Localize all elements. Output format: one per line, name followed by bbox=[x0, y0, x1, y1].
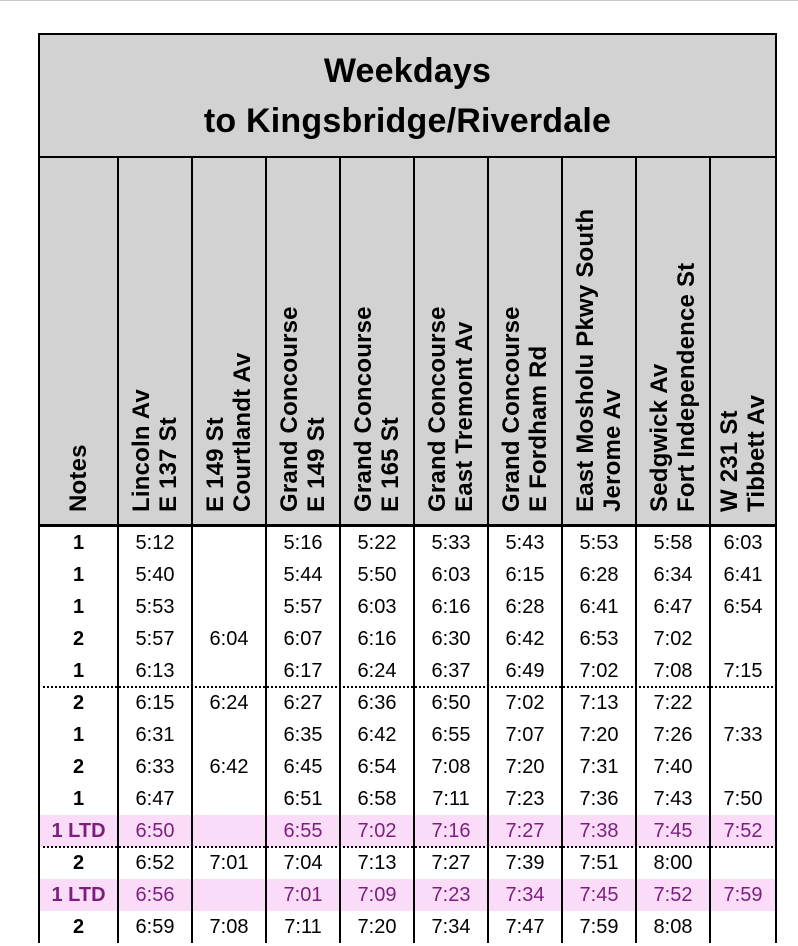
time-cell-east-mosholu-pkwy-south-jerome-av: 7:38 bbox=[563, 815, 637, 847]
column-header-label bbox=[424, 158, 478, 524]
table-title bbox=[40, 35, 775, 158]
time-cell-w-231-st-tibbett-av: 7:59 bbox=[723, 884, 763, 906]
time-cell-w-231-st-tibbett-av: 7:52 bbox=[723, 820, 763, 842]
column-header-grand-concourse-e-149-st bbox=[267, 158, 341, 524]
header-label-line: Grand Concourse bbox=[424, 306, 451, 512]
header-label-line: Fort Independence St bbox=[673, 262, 700, 512]
time-cell-lincoln-av-e-137-st: 6:33 bbox=[119, 751, 193, 783]
header-label-line: Grand Concourse bbox=[498, 306, 525, 512]
time-cell-sedgwick-av-fort-independence-st: 8:00 bbox=[637, 847, 711, 879]
column-header-label bbox=[276, 158, 330, 524]
time-cell-e-149-st-courtlandt-av: 7:08 bbox=[193, 911, 267, 943]
notes-cell: 1 bbox=[40, 591, 119, 623]
column-header-grand-concourse-east-tremont-av bbox=[415, 158, 489, 524]
schedule-row bbox=[40, 911, 775, 943]
time-cell-lincoln-av-e-137-st: 6:56 bbox=[119, 879, 193, 911]
time-cell-sedgwick-av-fort-independence-st: 7:22 bbox=[637, 687, 711, 719]
time-cell-grand-concourse-e-149-st: 6:35 bbox=[267, 719, 341, 751]
header-label-line: W 231 St bbox=[716, 410, 743, 512]
time-cell-w-231-st-tibbett-av: 6:54 bbox=[723, 596, 763, 618]
time-cell-sedgwick-av-fort-independence-st: 8:08 bbox=[637, 911, 711, 943]
time-cell-e-149-st-courtlandt-av: 7:01 bbox=[193, 847, 267, 879]
time-cell-grand-concourse-e-fordham-rd: 5:43 bbox=[489, 527, 563, 559]
time-cell-lincoln-av-e-137-st: 5:40 bbox=[119, 559, 193, 591]
column-header-e-149-st-courtlandt-av bbox=[193, 158, 267, 524]
time-cell-grand-concourse-e-fordham-rd: 6:28 bbox=[489, 591, 563, 623]
time-cell-w-231-st-tibbett-av: 6:41 bbox=[723, 564, 763, 586]
time-cell-east-mosholu-pkwy-south-jerome-av: 6:53 bbox=[563, 623, 637, 655]
time-cell-e-149-st-courtlandt-av bbox=[193, 815, 267, 847]
schedule-row-limited bbox=[40, 879, 775, 911]
time-cell-grand-concourse-east-tremont-av: 6:55 bbox=[415, 719, 489, 751]
weekday-timetable bbox=[38, 33, 777, 943]
notes-cell: 1 bbox=[40, 719, 119, 751]
column-header-grand-concourse-e-165-st bbox=[341, 158, 415, 524]
time-cell-east-mosholu-pkwy-south-jerome-av: 7:51 bbox=[563, 847, 637, 879]
header-label-line: E 149 St bbox=[202, 417, 229, 512]
time-cell-grand-concourse-e-165-st: 7:09 bbox=[341, 879, 415, 911]
time-cell-east-mosholu-pkwy-south-jerome-av: 5:53 bbox=[563, 527, 637, 559]
notes-cell: 1 bbox=[40, 783, 119, 815]
time-cell-e-149-st-courtlandt-av: 6:04 bbox=[193, 623, 267, 655]
time-cell-grand-concourse-e-165-st: 5:50 bbox=[341, 559, 415, 591]
time-cell-grand-concourse-east-tremont-av: 7:27 bbox=[415, 847, 489, 879]
schedule-row bbox=[40, 847, 775, 879]
schedule-row bbox=[40, 719, 775, 751]
time-cell-grand-concourse-east-tremont-av: 7:11 bbox=[415, 783, 489, 815]
schedule-row-limited bbox=[40, 815, 775, 847]
time-cell-grand-concourse-e-165-st: 6:24 bbox=[341, 655, 415, 687]
time-cell-lincoln-av-e-137-st: 6:13 bbox=[119, 655, 193, 687]
time-cell-east-mosholu-pkwy-south-jerome-av: 7:45 bbox=[563, 879, 637, 911]
time-cell-lincoln-av-e-137-st: 6:52 bbox=[119, 847, 193, 879]
time-cell-grand-concourse-e-149-st: 7:04 bbox=[267, 847, 341, 879]
time-cell-grand-concourse-east-tremont-av: 7:16 bbox=[415, 815, 489, 847]
time-cell-e-149-st-courtlandt-av: 6:42 bbox=[193, 751, 267, 783]
time-cell-e-149-st-courtlandt-av bbox=[193, 783, 267, 815]
column-header-label bbox=[716, 158, 770, 524]
time-cell-lincoln-av-e-137-st: 5:12 bbox=[119, 527, 193, 559]
time-cell-grand-concourse-e-fordham-rd: 7:07 bbox=[489, 719, 563, 751]
time-cell-grand-concourse-e-165-st: 7:02 bbox=[341, 815, 415, 847]
time-cell-e-149-st-courtlandt-av: 6:24 bbox=[193, 687, 267, 719]
time-cell-w-231-st-tibbett-av bbox=[711, 911, 775, 943]
column-header-east-mosholu-pkwy-south-jerome-av bbox=[563, 158, 637, 524]
header-label-line: E 165 St bbox=[377, 417, 404, 512]
time-cell-w-231-st-tibbett-av bbox=[711, 623, 775, 655]
time-cell-lincoln-av-e-137-st: 6:59 bbox=[119, 911, 193, 943]
time-cell-grand-concourse-e-149-st: 6:55 bbox=[267, 815, 341, 847]
time-cell-lincoln-av-e-137-st: 6:47 bbox=[119, 783, 193, 815]
time-cell-sedgwick-av-fort-independence-st: 6:47 bbox=[637, 591, 711, 623]
time-cell-grand-concourse-e-fordham-rd: 7:02 bbox=[489, 687, 563, 719]
header-label-line: Sedgwick Av bbox=[646, 363, 673, 512]
time-cell-east-mosholu-pkwy-south-jerome-av: 7:31 bbox=[563, 751, 637, 783]
column-header-lincoln-av-e-137-st bbox=[119, 158, 193, 524]
time-cell-grand-concourse-e-165-st: 6:58 bbox=[341, 783, 415, 815]
header-label-line: Tibbett Av bbox=[743, 394, 770, 512]
header-label-line: Notes bbox=[65, 444, 92, 512]
column-header-sedgwick-av-fort-independence-st bbox=[637, 158, 711, 524]
time-cell-w-231-st-tibbett-av bbox=[711, 687, 775, 719]
time-cell-east-mosholu-pkwy-south-jerome-av: 7:59 bbox=[563, 911, 637, 943]
column-header-grand-concourse-e-fordham-rd bbox=[489, 158, 563, 524]
time-cell-e-149-st-courtlandt-av bbox=[193, 527, 267, 559]
column-header-notes bbox=[40, 158, 119, 524]
time-cell-sedgwick-av-fort-independence-st: 7:40 bbox=[637, 751, 711, 783]
time-cell-grand-concourse-e-149-st: 6:17 bbox=[267, 655, 341, 687]
time-cell-sedgwick-av-fort-independence-st: 7:52 bbox=[637, 879, 711, 911]
time-cell-grand-concourse-e-165-st: 7:20 bbox=[341, 911, 415, 943]
time-cell-grand-concourse-e-fordham-rd: 6:15 bbox=[489, 559, 563, 591]
time-cell-sedgwick-av-fort-independence-st: 7:26 bbox=[637, 719, 711, 751]
time-cell-grand-concourse-e-fordham-rd: 7:27 bbox=[489, 815, 563, 847]
time-cell-grand-concourse-e-165-st: 6:03 bbox=[341, 591, 415, 623]
header-label-line: Lincoln Av bbox=[128, 389, 155, 512]
time-cell-grand-concourse-e-165-st: 6:16 bbox=[341, 623, 415, 655]
time-cell-grand-concourse-e-149-st: 7:11 bbox=[267, 911, 341, 943]
time-cell-grand-concourse-e-149-st: 5:57 bbox=[267, 591, 341, 623]
notes-cell: 1 LTD bbox=[40, 879, 119, 911]
time-cell-grand-concourse-east-tremont-av: 5:33 bbox=[415, 527, 489, 559]
notes-cell: 2 bbox=[40, 847, 119, 879]
time-cell-east-mosholu-pkwy-south-jerome-av: 6:28 bbox=[563, 559, 637, 591]
time-cell-grand-concourse-e-fordham-rd: 7:39 bbox=[489, 847, 563, 879]
header-label-line: E 137 St bbox=[155, 417, 182, 512]
time-cell-grand-concourse-e-fordham-rd: 7:34 bbox=[489, 879, 563, 911]
time-cell-grand-concourse-e-fordham-rd: 6:49 bbox=[489, 655, 563, 687]
header-label-line: Courtlandt Av bbox=[229, 352, 256, 512]
time-cell-grand-concourse-e-165-st: 6:36 bbox=[341, 687, 415, 719]
time-cell-grand-concourse-east-tremont-av: 7:34 bbox=[415, 911, 489, 943]
time-cell-grand-concourse-e-165-st: 6:54 bbox=[341, 751, 415, 783]
notes-cell: 1 LTD bbox=[40, 815, 119, 847]
column-header-w-231-st-tibbett-av bbox=[711, 158, 775, 524]
time-cell-e-149-st-courtlandt-av bbox=[193, 559, 267, 591]
time-cell-grand-concourse-e-fordham-rd: 6:42 bbox=[489, 623, 563, 655]
time-cell-east-mosholu-pkwy-south-jerome-av: 6:41 bbox=[563, 591, 637, 623]
title-line-direction: to Kingsbridge/Riverdale bbox=[203, 101, 612, 140]
schedule-row bbox=[40, 623, 775, 655]
column-header-row bbox=[40, 158, 775, 527]
header-label-line: Grand Concourse bbox=[350, 306, 377, 512]
header-label-line: East Tremont Av bbox=[451, 321, 478, 512]
time-cell-grand-concourse-e-149-st: 6:45 bbox=[267, 751, 341, 783]
time-cell-lincoln-av-e-137-st: 6:15 bbox=[119, 687, 193, 719]
time-cell-east-mosholu-pkwy-south-jerome-av: 7:02 bbox=[563, 655, 637, 687]
time-cell-grand-concourse-e-149-st: 7:01 bbox=[267, 879, 341, 911]
time-cell-w-231-st-tibbett-av bbox=[711, 751, 775, 783]
time-cell-sedgwick-av-fort-independence-st: 5:58 bbox=[637, 527, 711, 559]
time-cell-grand-concourse-east-tremont-av: 7:08 bbox=[415, 751, 489, 783]
time-cell-sedgwick-av-fort-independence-st: 7:45 bbox=[637, 815, 711, 847]
header-label-line: Grand Concourse bbox=[276, 306, 303, 512]
column-header-label bbox=[646, 158, 700, 524]
schedule-row bbox=[40, 751, 775, 783]
notes-cell: 2 bbox=[40, 751, 119, 783]
time-cell-grand-concourse-e-149-st: 6:07 bbox=[267, 623, 341, 655]
column-header-label bbox=[498, 158, 552, 524]
notes-cell: 2 bbox=[40, 687, 119, 719]
column-header-label bbox=[128, 158, 182, 524]
time-cell-w-231-st-tibbett-av: 7:50 bbox=[723, 788, 763, 810]
time-cell-east-mosholu-pkwy-south-jerome-av: 7:36 bbox=[563, 783, 637, 815]
time-cell-grand-concourse-east-tremont-av: 6:37 bbox=[415, 655, 489, 687]
time-cell-e-149-st-courtlandt-av bbox=[193, 591, 267, 623]
column-header-label bbox=[572, 158, 626, 524]
time-cell-lincoln-av-e-137-st: 6:50 bbox=[119, 815, 193, 847]
time-cell-lincoln-av-e-137-st: 5:57 bbox=[119, 623, 193, 655]
time-cell-grand-concourse-e-fordham-rd: 7:20 bbox=[489, 751, 563, 783]
schedule-row bbox=[40, 591, 775, 623]
column-header-label bbox=[65, 158, 92, 524]
header-label-line: East Mosholu Pkwy South bbox=[572, 208, 599, 512]
time-cell-sedgwick-av-fort-independence-st: 7:43 bbox=[637, 783, 711, 815]
time-cell-e-149-st-courtlandt-av bbox=[193, 655, 267, 687]
time-cell-grand-concourse-e-149-st: 5:44 bbox=[267, 559, 341, 591]
time-cell-grand-concourse-e-165-st: 5:22 bbox=[341, 527, 415, 559]
time-cell-sedgwick-av-fort-independence-st: 7:08 bbox=[637, 655, 711, 687]
time-cell-grand-concourse-east-tremont-av: 6:30 bbox=[415, 623, 489, 655]
schedule-row bbox=[40, 655, 775, 687]
header-label-line: E Fordham Rd bbox=[525, 345, 552, 512]
schedule-row bbox=[40, 527, 775, 559]
time-cell-w-231-st-tibbett-av: 6:03 bbox=[723, 532, 763, 554]
timetable-body bbox=[40, 527, 775, 943]
notes-cell: 1 bbox=[40, 527, 119, 559]
notes-cell: 1 bbox=[40, 655, 119, 687]
time-cell-grand-concourse-e-fordham-rd: 7:47 bbox=[489, 911, 563, 943]
time-cell-grand-concourse-east-tremont-av: 6:03 bbox=[415, 559, 489, 591]
time-cell-grand-concourse-e-149-st: 6:27 bbox=[267, 687, 341, 719]
column-header-label bbox=[350, 158, 404, 524]
time-cell-e-149-st-courtlandt-av bbox=[193, 719, 267, 751]
time-cell-grand-concourse-east-tremont-av: 6:50 bbox=[415, 687, 489, 719]
page-crop-line bbox=[0, 0, 798, 1]
time-cell-grand-concourse-east-tremont-av: 6:16 bbox=[415, 591, 489, 623]
time-cell-grand-concourse-e-149-st: 5:16 bbox=[267, 527, 341, 559]
time-cell-grand-concourse-e-149-st: 6:51 bbox=[267, 783, 341, 815]
notes-cell: 1 bbox=[40, 559, 119, 591]
time-cell-lincoln-av-e-137-st: 6:31 bbox=[119, 719, 193, 751]
time-cell-w-231-st-tibbett-av: 7:15 bbox=[723, 660, 763, 682]
column-header-label bbox=[202, 158, 256, 524]
time-cell-e-149-st-courtlandt-av bbox=[193, 879, 267, 911]
time-cell-w-231-st-tibbett-av: 7:33 bbox=[723, 724, 763, 746]
schedule-row bbox=[40, 559, 775, 591]
time-cell-grand-concourse-e-165-st: 7:13 bbox=[341, 847, 415, 879]
time-cell-grand-concourse-east-tremont-av: 7:23 bbox=[415, 879, 489, 911]
header-label-line: Jerome Av bbox=[599, 389, 626, 512]
time-cell-lincoln-av-e-137-st: 5:53 bbox=[119, 591, 193, 623]
time-cell-east-mosholu-pkwy-south-jerome-av: 7:20 bbox=[563, 719, 637, 751]
schedule-row bbox=[40, 687, 775, 719]
notes-cell: 2 bbox=[40, 911, 119, 943]
time-cell-east-mosholu-pkwy-south-jerome-av: 7:13 bbox=[563, 687, 637, 719]
time-cell-sedgwick-av-fort-independence-st: 7:02 bbox=[637, 623, 711, 655]
schedule-row bbox=[40, 783, 775, 815]
notes-cell: 2 bbox=[40, 623, 119, 655]
header-label-line: E 149 St bbox=[303, 417, 330, 512]
time-cell-sedgwick-av-fort-independence-st: 6:34 bbox=[637, 559, 711, 591]
time-cell-w-231-st-tibbett-av bbox=[711, 847, 775, 879]
time-cell-grand-concourse-e-fordham-rd: 7:23 bbox=[489, 783, 563, 815]
time-cell-grand-concourse-e-165-st: 6:42 bbox=[341, 719, 415, 751]
title-line-service: Weekdays bbox=[323, 51, 492, 90]
